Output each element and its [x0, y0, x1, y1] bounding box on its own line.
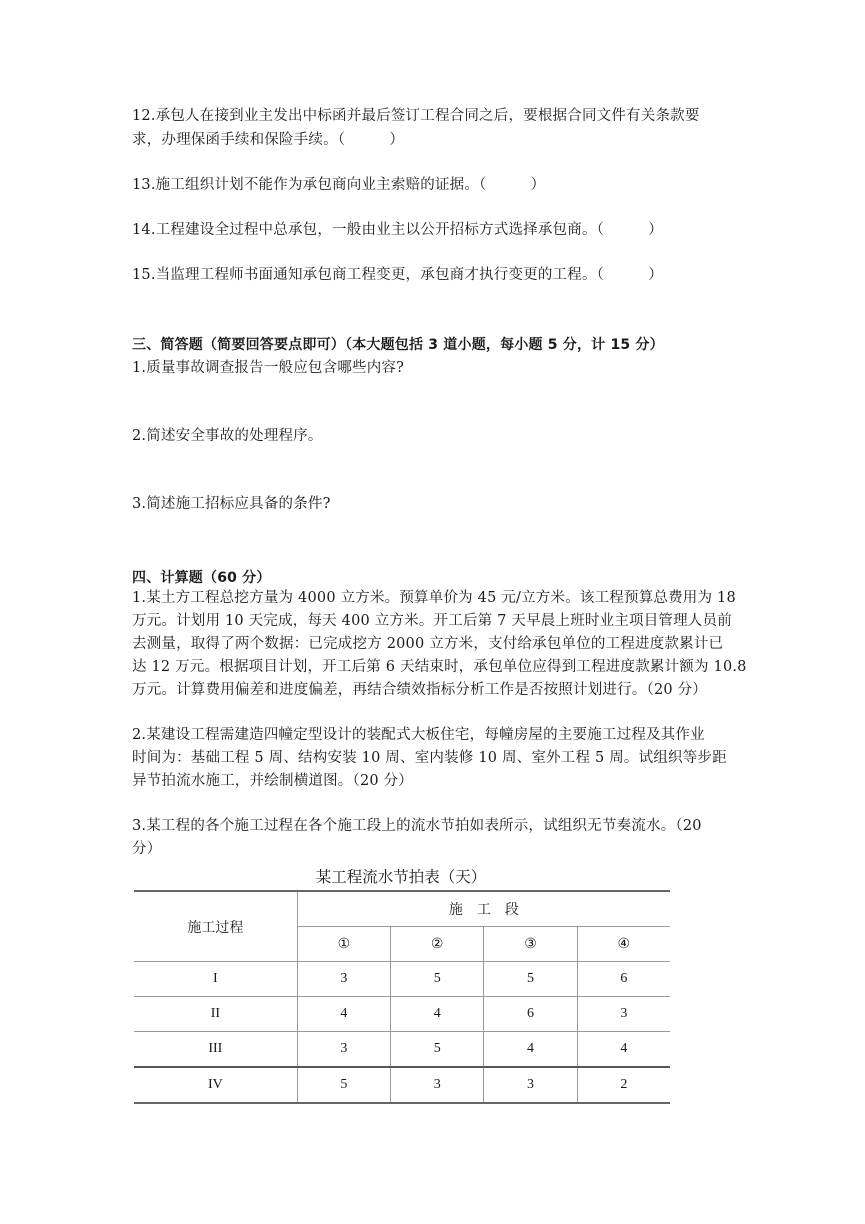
table-cell: 4 — [391, 997, 484, 1032]
table-cell: 5 — [297, 1067, 390, 1103]
flow-beat-table — [134, 890, 670, 1104]
calc-3-line-1: 3.某工程的各个施工过程在各个施工段上的流水节拍如表所示，试组织无节奏流水。（20 — [132, 818, 702, 834]
table-cell: 5 — [484, 962, 577, 997]
calc-1-line-4: 达 12 万元。根据项目计划，开工后第 6 天结束时，承包单位应得到工程进度款累计额为 10.8 — [132, 659, 747, 675]
segment-label: ② — [391, 927, 484, 962]
calc-2-line-3: 异节拍流水施工，并绘制横道图。（20 分） — [132, 773, 414, 789]
process-name: III — [134, 1032, 297, 1068]
short-answer-3: 3.简述施工招标应具备的条件? — [132, 496, 331, 512]
segment-label: ① — [297, 927, 390, 962]
segment-header: 施 工 段 — [297, 891, 670, 927]
table-cell: 3 — [391, 1067, 484, 1103]
table-cell: 6 — [577, 962, 670, 997]
short-answer-2: 2.简述安全事故的处理程序。 — [132, 428, 323, 444]
calc-1-line-5: 万元。计算费用偏差和进度偏差，再结合绩效指标分析工作是否按照计划进行。（20 分） — [132, 682, 708, 698]
question-12-line-1: 12.承包人在接到业主发出中标函并最后签订工程合同之后，要根据合同文件有关条款要 — [132, 108, 700, 124]
table-cell: 4 — [297, 997, 390, 1032]
question-15: 15.当监理工程师书面通知承包商工程变更，承包商才执行变更的工程。（ ） — [132, 267, 663, 283]
table-row — [134, 962, 670, 997]
process-name: II — [134, 997, 297, 1032]
table-cell: 6 — [484, 997, 577, 1032]
question-14: 14.工程建设全过程中总承包，一般由业主以公开招标方式选择承包商。（ ） — [132, 222, 663, 238]
calc-1-line-2: 万元。计划用 10 天完成，每天 400 立方米。开工后第 7 天早晨上班时业主项目管理人员前 — [132, 613, 732, 629]
calc-2-line-1: 2.某建设工程需建造四幢定型设计的装配式大板住宅，每幢房屋的主要施工过程及其作业 — [132, 727, 705, 743]
short-answer-1: 1.质量事故调查报告一般应包含哪些内容? — [132, 360, 405, 376]
calc-3-line-2: 分） — [132, 841, 162, 857]
table-cell: 4 — [577, 1032, 670, 1068]
table-row — [134, 1067, 670, 1103]
segment-label: ④ — [577, 927, 670, 962]
process-name: I — [134, 962, 297, 997]
section-3-heading: 三、简答题（简要回答要点即可）（本大题包括 3 道小题，每小题 5 分，计 15 分） — [132, 337, 664, 353]
process-name: IV — [134, 1067, 297, 1103]
calc-1-line-3: 去测量，取得了两个数据：已完成挖方 2000 立方米，支付给承包单位的工程进度款累计已 — [132, 636, 724, 652]
segment-label: ③ — [484, 927, 577, 962]
calc-2-line-2: 时间为：基础工程 5 周、结构安装 10 周、室内装修 10 周、室外工程 5 周。试组织等步距 — [132, 750, 727, 766]
calc-1-line-1: 1.某土方工程总挖方量为 4000 立方米。预算单价为 45 元/立方米。该工程预算总费用为 18 — [132, 590, 736, 606]
question-13: 13.施工组织计划不能作为承包商向业主索赔的证据。（ ） — [132, 177, 546, 193]
table-cell: 5 — [391, 962, 484, 997]
table-cell: 3 — [484, 1067, 577, 1103]
table-cell: 3 — [297, 962, 390, 997]
table-cell: 4 — [484, 1032, 577, 1068]
table-row — [134, 997, 670, 1032]
section-4-heading: 四、计算题（60 分） — [132, 570, 271, 586]
table-cell: 2 — [577, 1067, 670, 1103]
table-cell: 3 — [577, 997, 670, 1032]
table-row — [134, 1032, 670, 1068]
process-header: 施工过程 — [134, 891, 297, 962]
table-cell: 3 — [297, 1032, 390, 1068]
question-12-line-2: 求，办理保函手续和保险手续。（ ） — [132, 132, 405, 148]
table-cell: 5 — [391, 1032, 484, 1068]
table-title: 某工程流水节拍表（天） — [315, 868, 487, 886]
